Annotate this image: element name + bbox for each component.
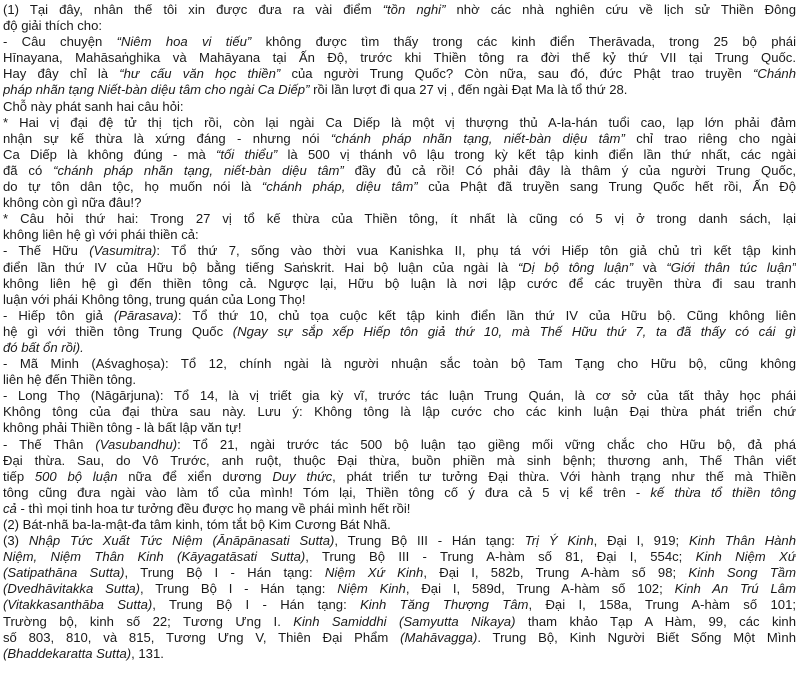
doc-line: * Hai vị đại đệ tử thị tịch rồi, còn lại ngài Ca Diếp là một vị thượng thủ A-la-hán tuổi cao, lạp lớn phải đảm xyxy=(3,114,796,130)
doc-line: điển lần thứ IV của Hữu bộ bằng tiếng Saṅskrit. Hai bộ luận của ngài là “Dị bộ tông luận” và “Giới thân túc luận” xyxy=(3,259,796,275)
doc-line: không phải Thiền tông - là bất lập văn tự! xyxy=(3,420,242,436)
doc-line: không liên hệ gì với phái thiền cả: xyxy=(3,227,199,243)
doc-line: không còn gì nữa đâu!? xyxy=(3,195,142,211)
doc-line: Ca Diếp là không đúng - mà “tối thiểu” là 500 vị thánh vô lậu trong kỳ kết tập kinh điển lần thứ nhất, các ngài xyxy=(3,146,796,162)
doc-line: liên hệ đến Thiền tông. xyxy=(3,372,136,388)
doc-line: (Dvedhāvitakka Sutta), Trung Bộ I - Hán tạng: Niệm Kinh, Đại I, 589d, Trung A-hàm số 102; Kinh An Trú Lâm xyxy=(3,581,796,597)
doc-line: nhận sự kế thừa là xứng đáng - nhưng nói “chánh pháp nhãn tạng, niết-bàn diệu tâm” chỉ trao riêng cho ngài xyxy=(3,130,796,146)
doc-line: Hay đây chỉ là “hư cấu văn học thiền” của người Trung Quốc? Còn nữa, sau đó, đức Phật trao truyền “Chánh xyxy=(3,66,796,82)
doc-line: tiếp 500 bộ luận nữa để xiển dương Duy thức, phát triển tư tưởng Đại thừa. Với hành trạng như thế mà Thiền xyxy=(3,468,796,484)
doc-line: * Câu hỏi thứ hai: Trong 27 vị tổ kế thừa của Thiền tông, ít nhất là cũng có 5 vị ở trong danh sách, lại xyxy=(3,211,796,227)
doc-line: (Satipathāna Sutta), Trung Bộ I - Hán tạng: Niệm Xứ Kinh, Đại I, 582b, Trung A-hàm số 98; Kinh Song Tầm xyxy=(3,565,796,581)
doc-line: luận với phái Không tông, trung quán của Long Thọ! xyxy=(3,291,306,307)
doc-line: số 803, 810, và 815, Tương Ưng V, Thiên Đại Phẩm (Mahāvagga). Trung Bộ, Kinh Người Biết Sống Một Mình xyxy=(3,629,796,645)
doc-line: Không tông của đại thừa sau này. Lưu ý: Không tông là lập cước cho các kinh luận Đại thừa phát triển chứ xyxy=(3,404,796,420)
footnotes-document xyxy=(3,2,796,662)
doc-line: hệ gì với thiền tông Trung Quốc (Ngay sự sắp xếp Hiếp tôn giả thứ 10, mà Thế Hữu thứ 7, ta đã thấy có cái gì xyxy=(3,323,796,339)
doc-line: (Bhaddekaratta Sutta), 131. xyxy=(3,645,164,661)
doc-line: đó bất ổn rồi). xyxy=(3,339,84,355)
doc-line: (1) Tại đây, nhân thế tôi xin được đưa ra vài điểm “tồn nghi” nhờ các nhà nghiên cứu về lịch sử Thiền Đông xyxy=(3,2,796,17)
doc-line: không liên hệ gì đến thiền tông cả. Ngược lại, Hữu bộ luận là nơi lập cước để các truyền thừa đi sau tranh xyxy=(3,275,796,291)
doc-line: - Thế Hữu (Vasumitra): Tổ thứ 7, sống vào thời vua Kanishka II, phụ tá với Hiếp tôn giả chủ trì kết tập kinh xyxy=(3,243,796,259)
doc-line: đã có “chánh pháp nhãn tạng, niết-bàn diệu tâm” đầy đủ cả rồi! Có phải đây là thâm ý của người Trung Quốc, xyxy=(3,162,796,178)
doc-line: Niệm, Niệm Thân Kinh (Kāyagatāsati Sutta), Trung Bộ III - Trung A-hàm số 81, Đại I, 554c; Kinh Niệm Xứ xyxy=(3,549,796,565)
doc-line: - Mã Minh (Aśvaghoṣa): Tổ 12, chính ngài là người nhuận sắc toàn bộ Tam Tạng cho Hữu bộ, cũng không xyxy=(3,356,796,372)
doc-line: Hīnayana, Mahāsaṅghika và Mahāyana tại Ấn Độ, trước khi Thiền tông ra đời thế kỷ thứ VII tại Trung Quốc. xyxy=(3,50,796,66)
doc-line: Đại thừa. Sau, do Vô Trước, anh ruột, thuộc Đại thừa, buồn phiền mà sinh bệnh; thương anh, Thế Thân viết xyxy=(3,452,796,468)
doc-line: - Câu chuyện “Niêm hoa vi tiếu” không được tìm thấy trong các kinh điển Therāvada, trong 25 bộ phái xyxy=(3,34,796,50)
doc-line: Chỗ này phát sanh hai câu hỏi: xyxy=(3,98,184,114)
doc-line: tông cũng đưa ngài vào làm tổ của mình! Tóm lại, Thiền tông cố ý đưa cả 5 vị kể trên - kế thừa tổ thiền tông xyxy=(3,484,796,500)
doc-line: Trường bộ, kinh số 22; Tương Ưng I. Kinh Samiddhi (Samyutta Nikaya) tham khảo Tạp A Hàm, 99, các kinh xyxy=(3,613,796,629)
doc-line: (3) Nhập Tức Xuất Tức Niệm (Ānāpānasati Sutta), Trung Bộ III - Hán tạng: Trị Ý Kinh, Đại I, 919; Kinh Thân Hành xyxy=(3,533,796,549)
doc-line: độ giải thích cho: xyxy=(3,18,102,34)
doc-line: (2) Bát-nhã ba-la-mật-đa tâm kinh, tóm tắt bộ Kim Cương Bát Nhã. xyxy=(3,517,391,532)
doc-line: - Long Thọ (Nāgārjuna): Tổ 14, là vị triết gia kỳ vĩ, trước tác luận Trung Quán, là cơ sở của tất thảy học phái xyxy=(3,388,796,404)
doc-line: - Thế Thân (Vasubandhu): Tổ 21, ngài trước tác 500 bộ luận tạo giềng mối vững chắc cho Hữu bộ, đả phá xyxy=(3,436,796,452)
doc-line: do tự tôn dân tộc, họ muốn nói là “chánh pháp, diệu tâm” của Phật đã truyền sang Trung Quốc hết rồi, Ấn Độ xyxy=(3,179,796,195)
doc-line: (Vitakkasanthāba Sutta), Trung Bộ I - Hán tạng: Kinh Tăng Thượng Tâm, Đại I, 158a, Trung A-hàm số 101; xyxy=(3,597,796,613)
doc-line: - Hiếp tôn giả (Pārasava): Tổ thứ 10, chủ tọa cuộc kết tập kinh điển lần thứ IV của Hữu bộ. Cũng không liên xyxy=(3,307,796,323)
doc-line: pháp nhãn tạng Niết-bàn diệu tâm cho ngài Ca Diếp” rồi lần lượt đi qua 27 vị , đến ngài Đạt Ma là tổ thứ 28. xyxy=(3,82,628,98)
doc-line: cả - thì mọi tinh hoa tư tưởng đều được họ mang về phái mình hết rồi! xyxy=(3,500,411,516)
